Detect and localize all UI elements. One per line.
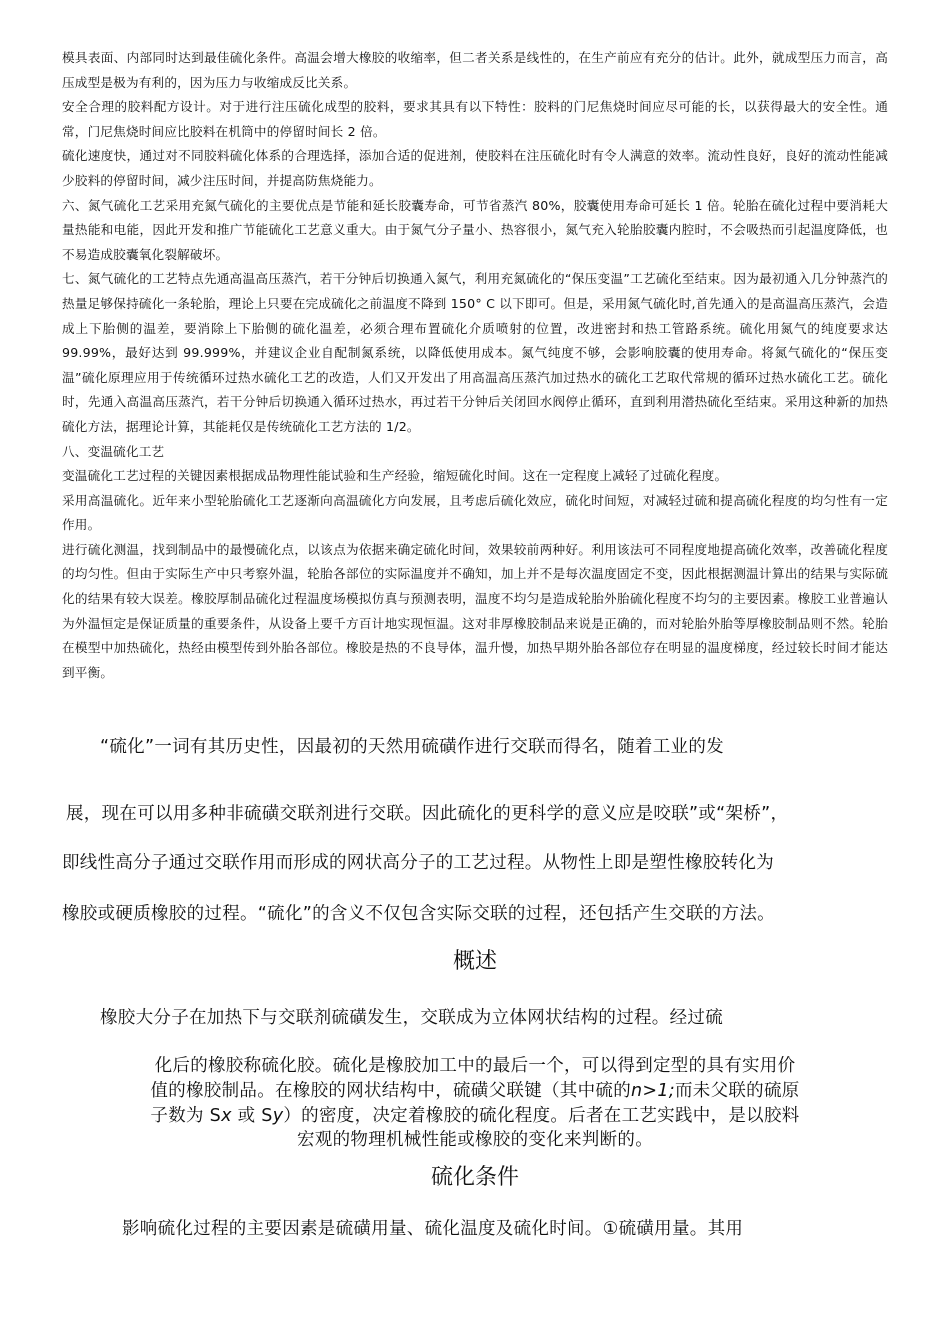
paragraph-variable-temp-key: 变温硫化工艺过程的关键因素根据成品物理性能试验和生产经验，缩短硫化时间。这在一定程度上减轻了过硫化程度。 (62, 468, 728, 484)
paragraph-compound-design: 安全合理的胶料配方设计。对于进行注压硫化成型的胶料，要求其具有以下特性：胶料的门尼焦烧时间应尽可能的长，以获得最大的安全性。通常，门尼焦烧时间应比胶料在机筒中的停留时间长 2 倍。 (62, 99, 888, 139)
body-text-block (62, 46, 888, 685)
overview-line-2: 化后的橡胶称硫化胶。硫化是橡胶加工中的最后一个，可以得到定型的具有实用价 (154, 1056, 796, 1076)
section-heading-variable-temp: 八、变温硫化工艺 (62, 443, 165, 459)
overview-line-1: 橡胶大分子在加热下与交联剂硫磺发生，交联成为立体网状结构的过程。经过硫 (100, 1008, 723, 1028)
paragraph-cure-speed: 硫化速度快，通过对不同胶料硫化体系的合理选择，添加合适的促进剂，使胶料在注压硫化时有令人满意的效率。流动性良好，良好的流动性能减少胶料的停留时间，减少注压时间，并提高防焦烧能力。 (62, 148, 888, 188)
overview-line-4-or: 或 S (231, 1106, 273, 1126)
intro-line-2: 展，现在可以用多种非硫磺交联剂进行交联。因此硫化的更科学的意义应是咬联”或“架桥”， (66, 804, 789, 824)
overview-line-5: 宏观的物理机械性能或橡胶的变化来判断的。 (297, 1130, 653, 1150)
overview-line-3-formula: n>1; (631, 1081, 675, 1101)
paragraph-temperature-measure: 进行硫化测温，找到制品中的最慢硫化点，以该点为依据来确定硫化时间，效果较前两种好。利用该法可不同程度地提高硫化效率，改善硫化程度的均匀性。但由于实际生产中只考察外温，轮胎各部位的实际温度并不确知，加上并不是每次温度固定不变，因此根据测温计算出的结果与实际硫化的结果有较大误差。橡胶厚制品硫化过程温度场模拟仿真与预测表明，温度不均匀是造成轮胎外胎硫化程度不均匀的主要因素。橡胶工业普遍认为外温恒定是保证质量的重要条件，从设备上要千方百计地实现恒温。这对非厚橡胶制品来说是正确的，而对轮胎外胎等厚橡胶制品则不然。轮胎在模型中加热硫化，热经由模型传到外胎各部位。橡胶是热的不良导体，温升慢，加热早期外胎各部位存在明显的温度梯度，经过较长时间才能达到平衡。 (62, 541, 888, 680)
overview-line-3 (0, 1077, 950, 1102)
intro-line-3: 即线性高分子通过交联作用而形成的网状高分子的工艺过程。从物性上即是塑性橡胶转化为 (62, 853, 774, 873)
intro-line-1: “硫化”一词有其历史性，因最初的天然用硫磺作进行交联而得名，随着工业的发 (100, 737, 724, 757)
paragraph-nitrogen-cure: 六、氮气硫化工艺采用充氮气硫化的主要优点是节能和延长胶囊寿命，可节省蒸汽 80%，胶囊使用寿命可延长 1 倍。轮胎在硫化过程中要消耗大量热能和电能，因此开发和推广节能硫化工艺意义重大。由于氮气分子量小、热容很小，氮气充入轮胎胶囊内腔时，不会吸热而引起温度降低，也不易造成胶囊氧化裂解破坏。 (62, 197, 888, 262)
overview-line-3-tail: 而未父联的硫原 (674, 1081, 800, 1101)
overview-line-4-tail: ）的密度，决定着橡胶的硫化程度。后者在工艺实践中，是以胶料 (283, 1106, 800, 1126)
overview-line-4-text: 子数为 S (150, 1106, 222, 1126)
paragraph-nitrogen-process: 七、氮气硫化的工艺特点先通高温高压蒸汽，若干分钟后切换通入氮气，利用充氮硫化的“保压变温”工艺硫化至结束。因为最初通入几分钟蒸汽的热量足够保持硫化一条轮胎，理论上只要在完成硫化之前温度不降到 150° C 以下即可。但是，采用氮气硫化时,首先通入的是高温高压蒸汽，会造成上下胎侧的温差，要消除上下胎侧的硫化温差，必须合理布置硫化介质喷射的位置，改进密封和热工管路系统。硫化用氮气的纯度要求达 99.99%，最好达到 99.999%，并建议企业自配制氮系统，以降低使用成本。氮气纯度不够，会影响胶囊的使用寿命。将氮气硫化的“保压变温”硫化原理应用于传统循环过热水硫化工艺的改造，人们又开发出了用高温高压蒸汽加过热水的硫化工艺取代常规的循环过热水硫化工艺。硫化时，先通入高温高压蒸汽，若干分钟后切换通入循环过热水，再过若干分钟后关闭回水阀停止循环，直到利用潜热硫化至结束。采用这种新的加热硫化方法，据理论计算，其能耗仅是传统硫化工艺方法的 1/2。 (62, 271, 888, 434)
paragraph-high-temp-cure: 采用高温硫化。近年来小型轮胎硫化工艺逐渐向高温硫化方向发展，且考虑后硫化效应，硫化时间短，对减轻过硫和提高硫化程度的均匀性有一定作用。 (62, 492, 888, 533)
overview-line-4-subscript-x: x (221, 1106, 232, 1126)
intro-line-4: 橡胶或硬质橡胶的过程。“硫化”的含义不仅包含实际交联的过程，还包括产生交联的方法。 (62, 904, 775, 924)
paragraph-mold-conditions: 模具表面、内部同时达到最佳硫化条件。高温会增大橡胶的收缩率，但二者关系是线性的，在生产前应有充分的估计。此外，就成型压力而言，高压成型是极为有利的，因为压力与收缩成反比关系。 (62, 50, 888, 90)
overview-line-3-text: 值的橡胶制品。在橡胶的网状结构中，硫磺父联键（其中硫的 (150, 1081, 631, 1101)
cure-conditions-line-1: 影响硫化过程的主要因素是硫磺用量、硫化温度及硫化时间。①硫磺用量。其用 (122, 1219, 744, 1239)
overview-line-4 (0, 1102, 950, 1127)
overview-line-4-subscript-y: y (272, 1106, 284, 1126)
section-title-cure-conditions: 硫化条件 (430, 1165, 519, 1190)
section-title-overview: 概述 (452, 949, 497, 974)
